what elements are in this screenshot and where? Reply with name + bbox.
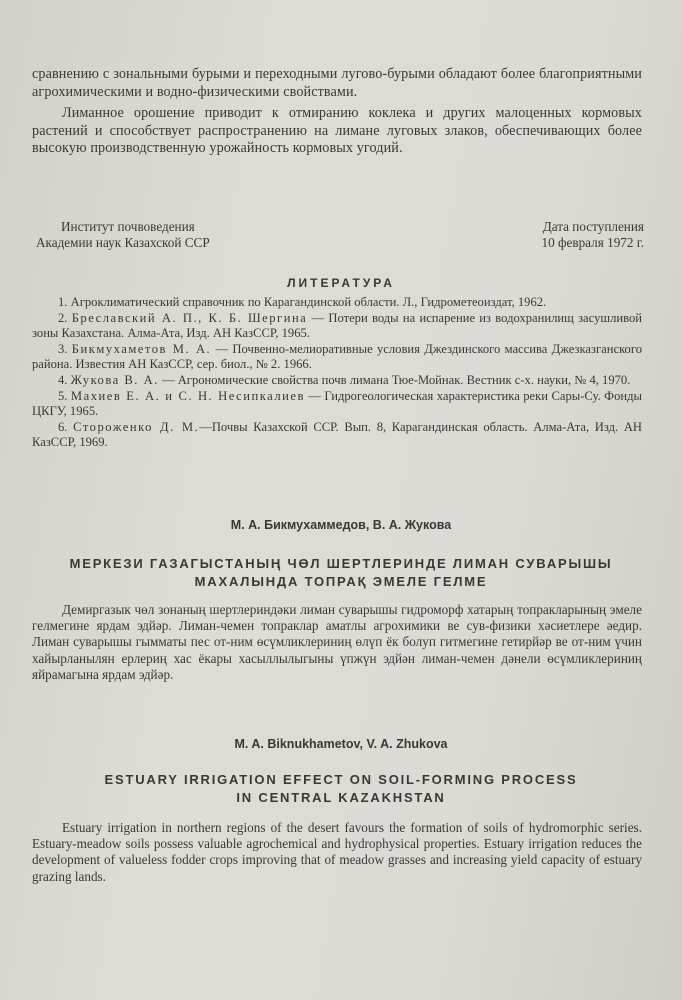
reference-list — [32, 295, 642, 451]
affiliation-line-1: Институт почвоведения — [61, 219, 195, 234]
turkmen-title-line-1: МЕРКЕЗИ ГАЗАГЫСТАНЫҢ ЧӨЛ ШЕРТЛЕРИНДЕ ЛИМАН СУВАРЫШЫ — [69, 556, 613, 571]
reference-author: Бикмухаметов М. А. — [71, 341, 212, 356]
reference-item — [32, 342, 642, 373]
turkmen-summary-authors: М. А. Бикмухаммедов, В. А. Жукова — [230, 518, 452, 532]
received-date-label: Дата поступления — [542, 219, 644, 234]
reference-author: Махиев Е. А. и С. Н. Несипкалиев — [70, 388, 305, 403]
english-summary-title — [0, 771, 682, 807]
reference-number: 1. — [58, 295, 68, 309]
reference-text: — Агрономические свойства почв лимана Тюе-Мойнак. Вестник с-х. науки, № 4, 1970. — [158, 372, 631, 387]
affiliation-line-2: Академии наук Казахской ССР — [36, 234, 210, 250]
english-title-line-1: ESTUARY IRRIGATION EFFECT ON SOIL-FORMING PROCESS — [104, 772, 578, 787]
literature-heading: ЛИТЕРАТУРА — [287, 276, 395, 290]
reference-item — [32, 420, 642, 451]
reference-number: 4. — [58, 372, 68, 387]
reference-author: Бреславский А. П., К. Б. Шергина — [71, 310, 308, 325]
reference-author: Стороженко Д. М. — [73, 419, 200, 434]
reference-text: — Гидрогеологическая характеристика реки Сары-Су. Фонды ЦКГУ, 1965. — [32, 388, 642, 419]
affiliation — [36, 219, 210, 250]
reference-text: — Потери воды на испарение из водохранилищ засушливой зоны Казахстана. Алма-Ата, Изд. АН КазССР, 1965. — [32, 310, 642, 341]
received-date-value: 10 февраля 1972 г. — [541, 234, 644, 250]
reference-text: —Почвы Казахской ССР. Вып. 8, Карагандинская область. Алма-Ата, Изд. АН КазССР, 1969. — [32, 419, 643, 450]
english-summary-authors: M. A. Biknukhametov, V. A. Zhukova — [234, 737, 448, 751]
reference-number: 2. — [58, 310, 68, 325]
reference-item — [32, 295, 642, 311]
reference-author: Жукова В. А. — [70, 372, 159, 387]
reference-text: Агроклиматический справочник по Карагандинской области. Л., Гидрометеоиздат, 1962. — [70, 295, 547, 309]
intro-paragraph-1: сравнению с зональными бурыми и переходными лугово-бурыми обладают более благоприятными агрохимическими и водно-физическими свойствами. — [32, 66, 642, 100]
turkmen-abstract: Демиргазык чөл зонаның шертлериндәки лиман суварышы гидроморф хатарың топракларының эмеле гелмегине ярдам эдйәр. Лиман-чемен топраклар аматлы агрохимики ве сув-физики хәсиетлере әедир. Лиман суварышы гымматы пес от-ним өсүмликлериниң өлүп ёк болуп гитмегине гетирйәр ве от-ним үчин хайырланылян ерлериң хас ёкары хасыллылыгыны үпжүн эдйән лиман-чемен дәнели өсүмликлериниң яйрамагына ярдам эдйәр. — [32, 602, 642, 682]
reference-item — [32, 389, 642, 420]
reference-number: 6. — [58, 419, 68, 434]
reference-item — [32, 311, 642, 342]
turkmen-title-line-2: МАХАЛЫНДА ТОПРАҚ ЭМЕЛЕ ГЕЛМЕ — [194, 574, 488, 589]
turkmen-summary-title — [0, 555, 682, 591]
intro-paragraph-2: Лиманное орошение приводит к отмиранию коклека и других малоценных кормовых растений и способствует распространению на лимане луговых злаков, обеспечивающих более высокую производственную урожайность кормовых угодий. — [32, 105, 642, 156]
reference-item — [32, 373, 642, 389]
reference-text: — Почвенно-мелиоративные условия Джездинского массива Джезказганского района. Известия АН КазССР, сер. биол., № 2. 1966. — [32, 341, 642, 372]
intro-text — [32, 66, 642, 158]
english-abstract: Estuary irrigation in northern regions of the desert favours the formation of soils of hydromorphic series. Estuary-meadow soils possess valuable agrochemical and hydrophysical properties. Estuary irrigation reduces the development of valueless fodder crops improving that of meadow grasses and increasing yield capacity of estuary grazing lands. — [32, 820, 642, 884]
received-date — [541, 219, 644, 250]
english-title-line-2: IN CENTRAL KAZAKHSTAN — [236, 790, 446, 805]
reference-number: 3. — [58, 341, 68, 356]
reference-number: 5. — [58, 388, 68, 403]
